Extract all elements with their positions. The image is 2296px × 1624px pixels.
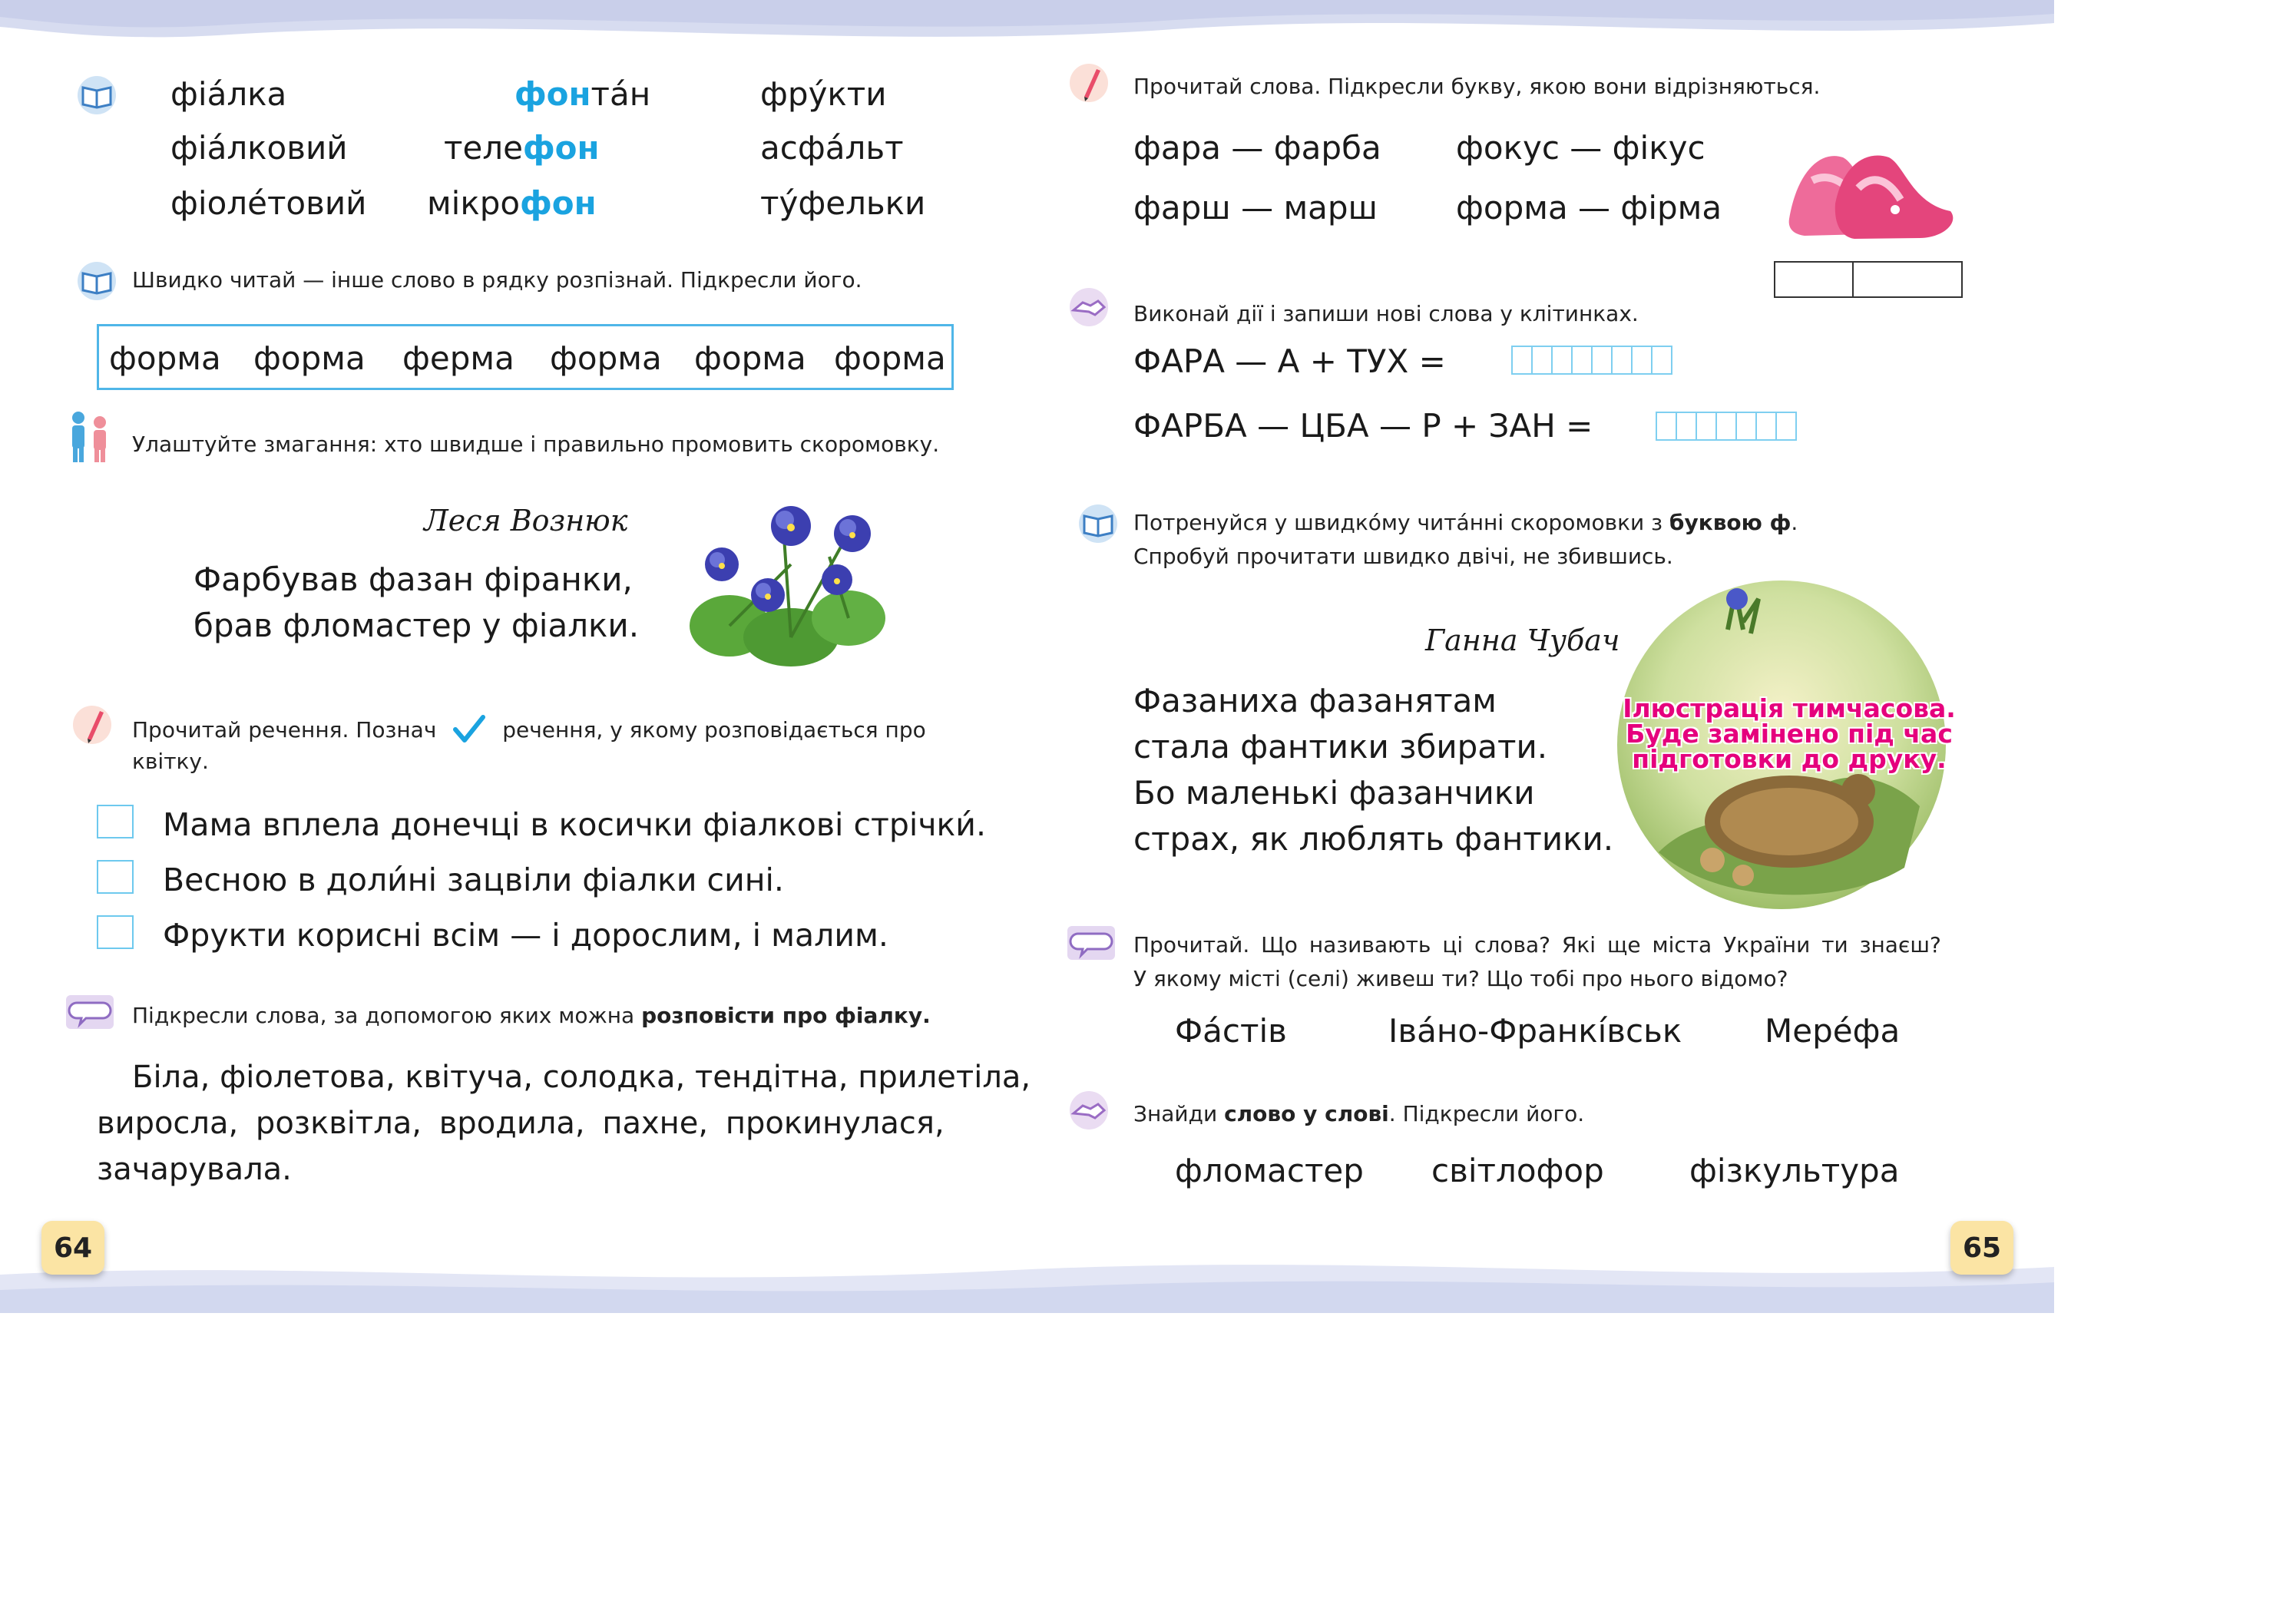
word-tufelky: ту́фельки [760, 184, 926, 222]
speech-bubble-icon [66, 995, 114, 1029]
shoes-illustration [1782, 127, 1966, 250]
poem2-line: Фазаниха фазанятам [1133, 682, 1497, 719]
pencil-icon [71, 705, 114, 745]
answer-cells-2[interactable] [1656, 412, 1797, 441]
word-mikrofon: мікрофон [427, 184, 597, 222]
fast-word: форма [694, 339, 806, 377]
handshake-icon [1067, 287, 1110, 327]
sentence-checkbox[interactable] [97, 805, 134, 838]
poem2-line: Бо маленькі фазанчики [1133, 774, 1535, 812]
paragraph-line: зачарувала. [97, 1152, 292, 1187]
task-underline: Підкресли слова, за допомогою яких можна розповісти про фіалку. [132, 1003, 931, 1028]
task-contest: Улаштуйте змагання: хто швидше і правильно промовить скоромовку. [132, 432, 940, 457]
poem2-author: Ганна Чубач [1425, 623, 1620, 657]
city-ivano-frankivsk: Іва́но-Франкі́вськ [1388, 1012, 1682, 1050]
fast-word: форма [550, 339, 662, 377]
paragraph-line: Біла, фіолетова, квітуча, солодка, тендітна, прилетіла, [132, 1060, 1031, 1095]
pair-fara-farba: фара — фарба [1133, 129, 1381, 167]
poem2-line: страх, як люблять фантики. [1133, 820, 1614, 858]
fast-word: форма [834, 339, 946, 377]
word-flomaster: фломастер [1175, 1152, 1364, 1189]
poem2-line: стала фантики збирати. [1133, 728, 1548, 766]
task-cities: Прочитай. Що називають ці слова? Які ще міста України ти знаєш? [1133, 932, 1941, 958]
city-merefa: Мере́фа [1765, 1012, 1901, 1050]
illustration-note: Ілюстрація тимчасова. Буде замінено під час підготовки до друку. [1623, 693, 1956, 774]
answer-cells-shoes[interactable] [1774, 261, 1963, 298]
poem1-line: брав фломастер у фіалки. [194, 607, 640, 644]
equation-2: ФАРБА — ЦБА — Р + ЗАН = [1133, 407, 1593, 445]
answer-cells-1[interactable] [1511, 346, 1672, 375]
task-sentences: Прочитай речення. Познач речення, у якому розповідається про [132, 714, 926, 745]
paragraph-line: виросла, розквітла, вродила, пахне, прокинулася, [97, 1106, 945, 1141]
fast-word: форма [109, 339, 221, 377]
task-fast-read: Швидко читай — інше слово в рядку розпізнай. Підкресли його. [132, 267, 862, 293]
pair-farsh-marsh: фарш — марш [1133, 189, 1378, 227]
book-icon [1077, 504, 1120, 544]
word-fioletovyi: фіоле́товий [170, 184, 367, 222]
fast-read-frame [97, 324, 954, 390]
task-tongue-twister-2: Спробуй прочитати швидко двічі, не збившись. [1133, 544, 1673, 569]
word-telefon: телефон [444, 129, 600, 167]
word-asfalt: асфа́льт [760, 129, 904, 167]
poem1-author: Леся Вознюк [424, 504, 628, 537]
equation-1: ФАРА — А + ТУХ = [1133, 342, 1446, 380]
sentence-checkbox[interactable] [97, 915, 134, 949]
book-icon [75, 261, 118, 301]
bottom-wave-decoration [0, 1244, 2054, 1313]
sentence-checkbox[interactable] [97, 860, 134, 894]
fast-word: форма [253, 339, 366, 377]
two-people-icon [65, 410, 115, 464]
book-icon [75, 75, 118, 115]
speech-bubble-icon [1067, 926, 1115, 960]
word-frukty: фру́кти [760, 75, 887, 113]
task-tongue-twister: Потренуйся у швидко́му чита́нні скоромовки з буквою ф. [1133, 510, 1798, 535]
word-fialkovyi: фіа́лковий [170, 129, 348, 167]
task-actions: Виконай дії і запиши нові слова у клітинках. [1133, 301, 1639, 326]
word-svitlofor: світлофор [1431, 1152, 1604, 1189]
task-sentences-cont: квітку. [132, 749, 209, 774]
fast-word: ферма [402, 339, 514, 377]
page-number-right: 65 [1950, 1221, 2013, 1275]
violets-illustration [676, 480, 898, 672]
word-fialka: фіа́лка [170, 75, 287, 113]
page-number-left: 64 [41, 1221, 104, 1275]
poem1-line: Фарбував фазан фіранки, [194, 561, 633, 598]
sentence-2: Весною в доли́ні зацвіли фіалки сині. [163, 862, 784, 898]
top-wave-decoration [0, 0, 2054, 46]
handshake-icon [1067, 1090, 1110, 1130]
sentence-1: Мама вплела донечці в косички фіалкові стрічки́. [163, 806, 986, 843]
sentence-3: Фрукти корисні всім — і дорослим, і малим. [163, 917, 888, 954]
city-fastiv: Фа́стів [1175, 1012, 1287, 1050]
word-fizkultura: фізкультура [1689, 1152, 1900, 1189]
task-word-in-word: Знайди слово у слові. Підкресли його. [1133, 1101, 1585, 1126]
task-cities-2: У якому місті (селі) живеш ти? Що тобі про нього відомо? [1133, 966, 1788, 991]
pair-forma-firma: форма — фірма [1456, 189, 1722, 227]
pencil-icon [1067, 63, 1110, 103]
pair-fokus-fikus: фокус — фікус [1456, 129, 1705, 167]
word-fontan: фонта́н [514, 75, 651, 113]
task-compare: Прочитай слова. Підкресли букву, якою вони відрізняються. [1133, 74, 1821, 99]
check-mark-icon [452, 714, 486, 745]
